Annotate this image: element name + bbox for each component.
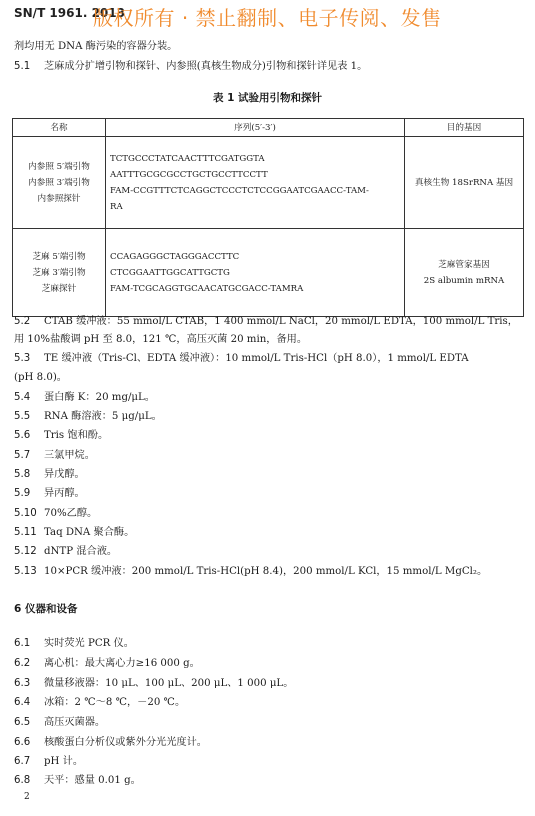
primer-name: 芝麻 3′端引物 — [32, 267, 86, 278]
column-header: 目的基因 — [405, 119, 524, 137]
item-number: 5.11 — [14, 527, 37, 538]
primer-name: 内参照 5′端引物 — [28, 161, 90, 172]
item-number: 6.3 — [14, 678, 31, 689]
item-text: 蛋白酶 K：20 mg/μL。 — [44, 392, 155, 403]
table-header-row — [13, 119, 524, 137]
gene-cell — [405, 229, 524, 317]
item-5-1 — [14, 60, 523, 74]
column-header: 名称 — [13, 119, 106, 137]
sequence: CCAGAGGGCTAGGGACCTTC — [110, 251, 240, 262]
item-number: 5.1 — [14, 61, 31, 72]
gene-name: 2S albumin mRNA — [423, 275, 505, 286]
table-row — [13, 137, 524, 229]
gene-name: 真核生物 18SrRNA 基因 — [414, 177, 514, 188]
column-header: 序列(5′-3′) — [106, 119, 405, 137]
item-text: (pH 8.0)。 — [14, 372, 67, 383]
item-number: 5.8 — [14, 469, 31, 480]
reagent-item-continuation — [14, 371, 523, 385]
reagent-item — [14, 352, 523, 366]
item-text: 用 10%盐酸调 pH 至 8.0，121 ℃，高压灭菌 20 min，备用。 — [14, 334, 308, 345]
probe-name: 内参照探针 — [37, 193, 81, 204]
item-text: CTAB 缓冲液：55 mmol/L CTAB，1 400 mmol/L NaCl，20 mmol/L EDTA，100 mmol/L Tris， — [44, 316, 518, 327]
equipment-item — [14, 736, 523, 750]
reagent-item — [14, 315, 523, 329]
sequence-cell — [106, 229, 405, 317]
item-number: 6.4 — [14, 697, 31, 708]
copyright-watermark: 版权所有 · 禁止翻制、电子传阅、发售 — [93, 6, 442, 30]
item-text: 高压灭菌器。 — [44, 717, 106, 728]
reagent-item — [14, 449, 523, 463]
item-text: 异丙醇。 — [44, 488, 85, 499]
equipment-item — [14, 637, 523, 651]
item-text: pH 计。 — [44, 756, 84, 767]
item-text: 微量移液器：10 μL、100 μL、200 μL、1 000 μL。 — [44, 678, 294, 689]
item-text: RNA 酶溶液：5 μg/μL。 — [44, 411, 162, 422]
document-code: SN/T 1961. 2013 — [14, 6, 125, 20]
primer-name: 内参照 3′端引物 — [28, 177, 90, 188]
sequence: FAM-CCGTTTCTCAGGCTCCCTCTCCGGAATCGAACC-TAM- — [110, 185, 369, 196]
probe-name: 芝麻探针 — [41, 283, 77, 294]
item-number: 5.12 — [14, 546, 37, 557]
sequence: RA — [110, 201, 123, 212]
item-number: 6.1 — [14, 638, 31, 649]
equipment-item — [14, 677, 523, 691]
name-cell — [13, 229, 106, 317]
item-text: TE 缓冲液（Tris-Cl、EDTA 缓冲液）：10 mmol/L Tris-HCl（pH 8.0），1 mmol/L EDTA — [44, 353, 469, 364]
item-number: 5.13 — [14, 566, 37, 577]
intro-text: 剂均用无 DNA 酶污染的容器分装。 — [14, 41, 178, 52]
item-text: 三氯甲烷。 — [44, 450, 95, 461]
item-number: 5.6 — [14, 430, 31, 441]
equipment-item — [14, 716, 523, 730]
page-number: 2 — [24, 792, 30, 802]
table-title: 表 1 试验用引物和探针 — [212, 92, 323, 104]
item-number: 5.9 — [14, 488, 31, 499]
reagent-item — [14, 565, 523, 579]
section-heading: 6 仪器和设备 — [14, 603, 78, 615]
item-number: 5.3 — [14, 353, 31, 364]
sequence: TCTGCCCTATCAACTTTCGATGGTA — [110, 153, 265, 164]
item-text: 冰箱：2 ℃～8 ℃，－20 ℃。 — [44, 697, 186, 708]
reagent-item-continuation — [14, 333, 523, 347]
item-number: 6.7 — [14, 756, 31, 767]
reagent-item — [14, 391, 523, 405]
item-text: 异戊醇。 — [44, 469, 85, 480]
reagent-item — [14, 410, 523, 424]
item-number: 5.2 — [14, 316, 31, 327]
item-text: 70%乙醇。 — [44, 508, 98, 519]
table-row — [13, 229, 524, 317]
equipment-item — [14, 696, 523, 710]
reagent-item — [14, 526, 523, 540]
item-number: 6.6 — [14, 737, 31, 748]
item-text: 天平：感量 0.01 g。 — [44, 775, 141, 786]
item-number: 5.10 — [14, 508, 37, 519]
item-number: 5.5 — [14, 411, 31, 422]
reagent-item — [14, 507, 523, 521]
gene-name: 芝麻管家基因 — [438, 259, 490, 270]
sequence-cell — [106, 137, 405, 229]
primer-name: 芝麻 5′端引物 — [32, 251, 86, 262]
item-number: 6.2 — [14, 658, 31, 669]
equipment-item — [14, 774, 523, 788]
item-text: Taq DNA 聚合酶。 — [44, 527, 135, 538]
primer-probe-table — [12, 118, 524, 317]
item-number: 6.8 — [14, 775, 31, 786]
item-text: 芝麻成分扩增引物和探针、内参照(真核生物成分)引物和探针详见表 1。 — [44, 61, 368, 72]
reagent-item — [14, 468, 523, 482]
gene-cell — [405, 137, 524, 229]
item-text: 离心机：最大离心力≥16 000 g。 — [44, 658, 200, 669]
item-text: Tris 饱和酚。 — [44, 430, 109, 441]
reagent-item — [14, 487, 523, 501]
item-number: 6.5 — [14, 717, 31, 728]
sequence: AATTTGCGCGCCTGCTGCCTTCCTT — [110, 169, 268, 180]
item-text: dNTP 混合液。 — [44, 546, 118, 557]
name-cell — [13, 137, 106, 229]
item-text: 10×PCR 缓冲液：200 mmol/L Tris-HCl(pH 8.4)，200 mmol/L KCl，15 mmol/L MgCl₂。 — [44, 566, 488, 577]
item-number: 5.4 — [14, 392, 31, 403]
sequence: CTCGGAATTGGCATTGCTG — [110, 267, 230, 278]
reagent-item — [14, 429, 523, 443]
equipment-item — [14, 755, 523, 769]
equipment-item — [14, 657, 523, 671]
sequence: FAM-TCGCAGGTGCAACATGCGACC-TAMRA — [110, 283, 304, 294]
item-text: 核酸蛋白分析仪或紫外分光光度计。 — [44, 737, 207, 748]
item-text: 实时荧光 PCR 仪。 — [44, 638, 134, 649]
item-number: 5.7 — [14, 450, 31, 461]
reagent-item — [14, 545, 523, 559]
